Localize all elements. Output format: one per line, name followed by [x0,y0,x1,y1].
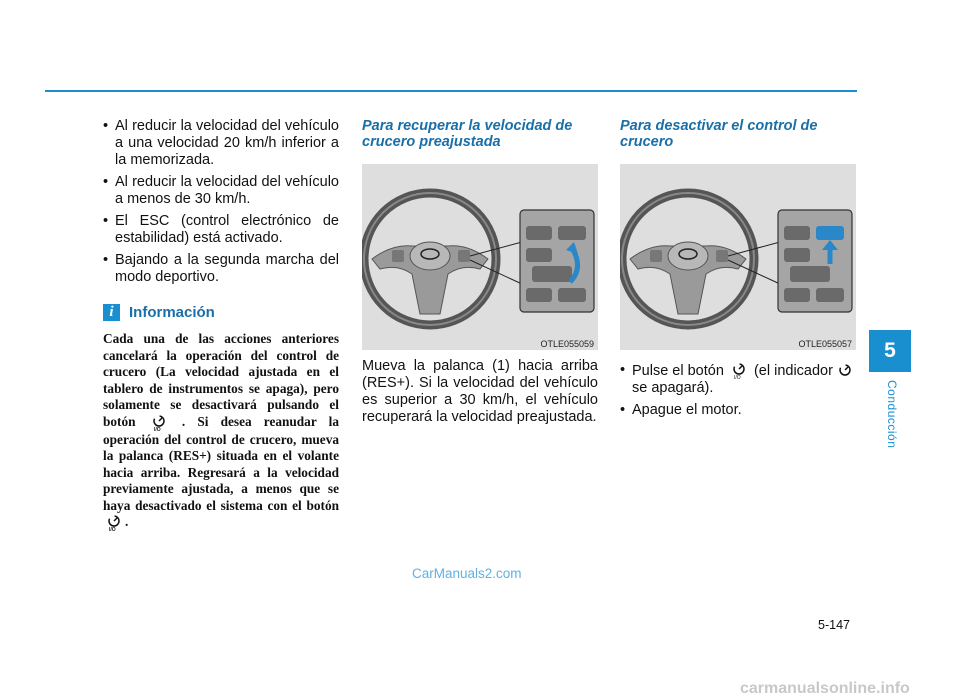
chapter-tab: 5 [869,330,911,372]
steering-wheel-illustration [620,164,856,350]
svg-text:I/O: I/O [733,375,741,380]
list-item-text: se apagará). [632,380,714,396]
list-item: • El ESC (control electrónico de estabilidad) está activado. [103,213,339,247]
info-text-part: Cada una de las acciones anteriores cancelará la operación del control de crucero (La velocidad ajustada en el tablero de instrumentos se apaga), pero solamente se desactivará pulsando el botón [103,331,339,429]
steering-wheel-figure [620,164,856,350]
column-3 [620,118,856,424]
chapter-label: Conducción [885,380,899,449]
section-heading: Para desactivar el control de crucero [620,118,818,150]
steering-wheel-illustration [362,164,598,350]
steering-wheel-figure [362,164,598,350]
section-heading: Para recuperar la velocidad de crucero preajustada [362,118,573,150]
figure-code: OTLE055059 [540,339,594,349]
cruise-control-icon [837,362,853,380]
info-title: Información [129,304,215,321]
page-number: 5-147 [818,618,850,632]
list-item-text: Pulse el botón [632,362,724,379]
cruise-control-icon [151,414,167,432]
watermark-footer[interactable]: carmanualsonline.info [740,680,910,697]
info-text [103,331,339,532]
bullet-list [103,118,339,286]
svg-text:I/O: I/O [153,426,161,432]
list-item-text: (el indicador [753,362,833,379]
figure-code: OTLE055057 [798,339,852,349]
info-header [103,304,339,321]
header-rule [45,90,857,92]
info-text-part: . Si desea reanudar la operación del control de crucero, mueva la palanca (RES+) situada en el volante hacia arriba. Regresará a la velocidad previamente ajustada, a menos que se haya desactivado el sistema con el botón [103,413,339,513]
column-2 [362,118,598,426]
svg-text:I/O: I/O [109,527,116,532]
list-item: • Al reducir la velocidad del vehículo a menos de 30 km/h. [103,174,339,208]
list-item [620,362,856,397]
info-text-part: . [125,514,129,530]
column-1 [103,118,339,532]
cruise-control-icon [731,362,747,380]
cruise-control-icon [106,514,122,532]
watermark[interactable]: CarManuals2.com [412,566,522,581]
list-item: • Apague el motor. [620,402,856,419]
bullet-list [620,362,856,419]
list-item: • Bajando a la segunda marcha del modo deportivo. [103,252,339,286]
body-paragraph: Mueva la palanca (1) hacia arriba (RES+). Si la velocidad del vehículo es superior a 30 km/h, el vehículo recuperará la velocidad preajustada. [362,358,598,425]
info-icon: i [103,304,120,321]
list-item: • Al reducir la velocidad del vehículo a una velocidad 20 km/h inferior a la memorizada. [103,118,339,169]
